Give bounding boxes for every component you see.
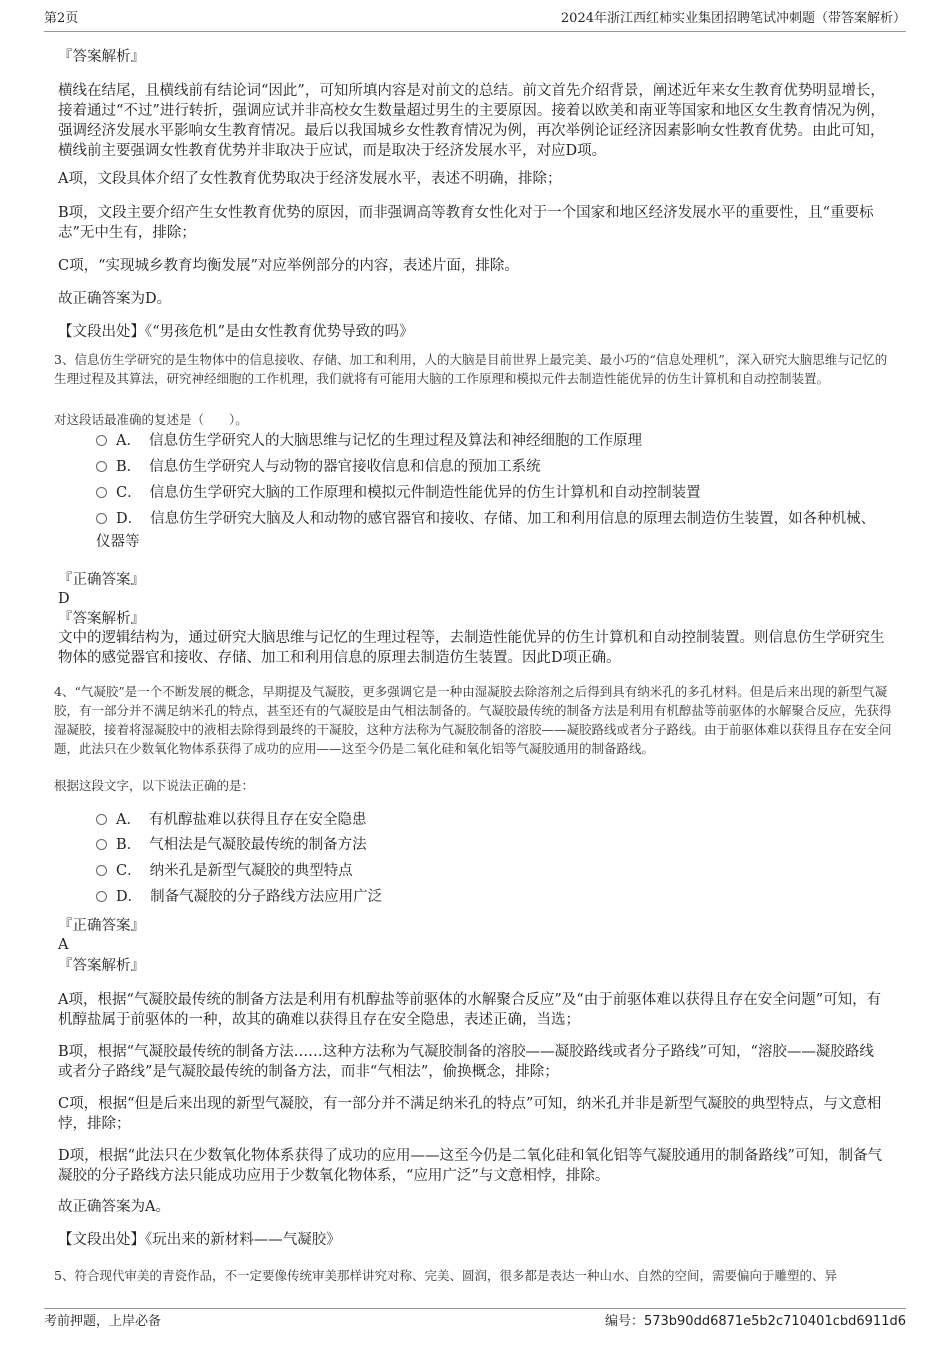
document-title: 2024年浙江西红柿实业集团招聘笔试冲刺题（带答案解析）	[560, 11, 906, 26]
option-text: 信息仿生学研究人的大脑思维与记忆的生理过程及算法和神经细胞的工作原理	[148, 433, 642, 449]
q4-option-b[interactable]	[96, 834, 886, 857]
option-letter: A．	[116, 433, 141, 449]
page-number: 第2页	[44, 11, 79, 26]
option-letter: C．	[116, 485, 142, 501]
q3-question: 对这段话最准确的复述是（ ）。	[54, 412, 248, 427]
q2-source: 【文段出处】《“男孩危机”是由女性教育优势导致的吗》	[58, 324, 414, 340]
document-code	[605, 1311, 906, 1333]
code-label: 编号：	[604, 1314, 644, 1329]
footer-slogan: 考前押题，上岸必备	[44, 1314, 162, 1329]
q3-option-d[interactable]	[96, 508, 886, 554]
q4-analysis-label: 『答案解析』	[58, 958, 145, 974]
q3-option-b[interactable]	[96, 456, 886, 479]
radio-icon[interactable]	[96, 487, 107, 498]
q2-conclusion: 故正确答案为D。	[58, 291, 172, 307]
q3-option-a[interactable]	[96, 430, 886, 453]
page-header	[44, 9, 906, 32]
radio-icon[interactable]	[96, 461, 107, 472]
radio-icon[interactable]	[96, 891, 107, 902]
q4-answer: A	[58, 937, 69, 953]
option-letter: D．	[116, 511, 143, 527]
q3-stem: 3、信息仿生学研究的是生物体中的信息接收、存储、加工和利用，人的大脑是目前世界上最完美、最小巧的“信息处理机”，深入研究大脑思维与记忆的生理过程及其算法，研究神经细胞的工作机理，我们就将有可能用大脑的工作原理和模拟元件去制造性能优异的仿生计算机和自动控制装置。	[54, 352, 888, 386]
page-footer	[44, 1308, 906, 1333]
q3-analysis-label: 『答案解析』	[58, 611, 145, 627]
option-letter: B．	[116, 459, 142, 475]
q4-option-c-explain: C项，根据“但是后来出现的新型气凝胶，有一部分并不满足纳米孔的特点”可知，纳米孔并非是新型气凝胶的典型特点，与文意相悖，排除；	[58, 1096, 882, 1132]
q4-question: 根据这段文字，以下说法正确的是：	[54, 778, 255, 793]
q3-option-c[interactable]	[96, 482, 886, 505]
q3-analysis: 文中的逻辑结构为，通过研究大脑思维与记忆的生理过程等，去制造性能优异的仿生计算机和自动控制装置。则信息仿生学研究生物体的感觉器官和接收、存储、加工和利用信息的原理去制造仿生装置。因此D项正确。	[58, 630, 885, 666]
q3-answer-label: 『正确答案』	[58, 572, 145, 588]
q4-option-a-explain: A项，根据“气凝胶最传统的制备方法是利用有机醇盐等前驱体的水解聚合反应”及“由于前驱体难以获得且存在安全问题”可知，有机醇盐属于前驱体的一种，故其的确难以获得且存在安全隐患，表述正确，当选；	[58, 992, 882, 1028]
option-text: 气相法是气凝胶最传统的制备方法	[149, 837, 367, 853]
q4-answer-label: 『正确答案』	[58, 918, 145, 934]
radio-icon[interactable]	[96, 865, 107, 876]
option-text: 制备气凝胶的分子路线方法应用广泛	[150, 889, 383, 905]
q2-option-b-explain: B项，文段主要介绍产生女性教育优势的原因，而非强调高等教育女性化对于一个国家和地区经济发展水平的重要性，且“重要标志”无中生有，排除；	[58, 205, 874, 241]
option-text: 纳米孔是新型气凝胶的典型特点	[149, 863, 353, 879]
q4-source: 【文段出处】《玩出来的新材料——气凝胶》	[58, 1232, 341, 1248]
q5-stem: 5、符合现代审美的青瓷作品，不一定要像传统审美那样讲究对称、完美、圆润，很多都是表达一种山水、自然的空间，需要偏向于雕塑的、异	[54, 1268, 837, 1283]
option-text: 信息仿生学研究人与动物的器官接收信息和信息的预加工系统	[149, 459, 541, 475]
q2-analysis-label: 『答案解析』	[58, 49, 145, 65]
q4-option-d-explain: D项，根据“此法只在少数氧化物体系获得了成功的应用——这至今仍是二氧化硅和氧化铝等气凝胶通用的制备路线”可知，制备气凝胶的分子路线方法只能成功应用于少数氧化物体系，“应用广泛”与文意相悖，排除。	[58, 1148, 882, 1184]
q4-stem: 4、“气凝胶”是一个不断发展的概念，早期提及气凝胶，更多强调它是一种由湿凝胶去除溶剂之后得到具有纳米孔的多孔材料。但是后来出现的新型气凝胶，有一部分并不满足纳米孔的特点，甚至还有的气凝胶是由气相法制备的。气凝胶最传统的制备方法是利用有机醇盐等前驱体的水解聚合反应，先获得湿凝胶，接着将湿凝胶中的液相去除得到最终的干凝胶，这种方法称为气凝胶制备的溶胶——凝胶路线或者分子路线。由于前驱体难以获得且存在安全问题，此法只在少数氧化物体系获得了成功的应用——这至今仍是二氧化硅和氧化铝等气凝胶通用的制备路线。	[54, 684, 892, 756]
q4-option-b-explain: B项，根据“气凝胶最传统的制备方法……这种方法称为气凝胶制备的溶胶——凝胶路线或者分子路线”可知，“溶胶——凝胶路线或者分子路线”是气凝胶最传统的制备方法，而非“气相法”，偷换概念，排除；	[58, 1044, 874, 1080]
option-text: 信息仿生学研究大脑的工作原理和模拟元件制造性能优异的仿生计算机和自动控制装置	[149, 485, 701, 501]
q2-analysis-paragraph: 横线在结尾，且横线前有结论词“因此”，可知所填内容是对前文的总结。前文首先介绍背景，阐述近年来女生教育优势明显增长，接着通过“不过”进行转折，强调应试并非高校女生数量超过男生的主要原因。接着以欧美和南亚等国家和地区女生教育情况为例，强调经济发展水平影响女生教育情况。最后以我国城乡女性教育情况为例，再次举例论证经济因素影响女性教育优势。由此可知，横线前主要强调女性教育优势并非取决于应试，而是取决于经济发展水平，对应D项。	[58, 83, 885, 159]
option-text: 信息仿生学研究大脑及人和动物的感官器官和接收、存储、加工和利用信息的原理去制造仿生装置，如各种机械、仪器等	[96, 511, 876, 550]
radio-icon[interactable]	[96, 814, 107, 825]
option-letter: C．	[116, 863, 142, 879]
option-letter: D．	[116, 889, 143, 905]
q2-option-c-explain: C项，“实现城乡教育均衡发展”对应举例部分的内容，表述片面，排除。	[58, 258, 519, 274]
q3-answer: D	[58, 591, 70, 607]
option-letter: B．	[116, 837, 142, 853]
q4-option-d[interactable]	[96, 886, 886, 909]
radio-icon[interactable]	[96, 435, 107, 446]
q2-option-a-explain: A项，文段具体介绍了女性教育优势取决于经济发展水平，表述不明确，排除；	[58, 171, 562, 187]
option-letter: A．	[116, 812, 141, 828]
radio-icon[interactable]	[96, 839, 107, 850]
option-text: 有机醇盐难以获得且存在安全隐患	[148, 812, 367, 828]
q4-option-a[interactable]	[96, 809, 886, 832]
code-value: 573b90dd6871e5b2c710401cbd6911d6	[643, 1314, 906, 1329]
q4-conclusion: 故正确答案为A。	[58, 1199, 170, 1215]
radio-icon[interactable]	[96, 513, 107, 524]
q4-option-c[interactable]	[96, 860, 886, 883]
